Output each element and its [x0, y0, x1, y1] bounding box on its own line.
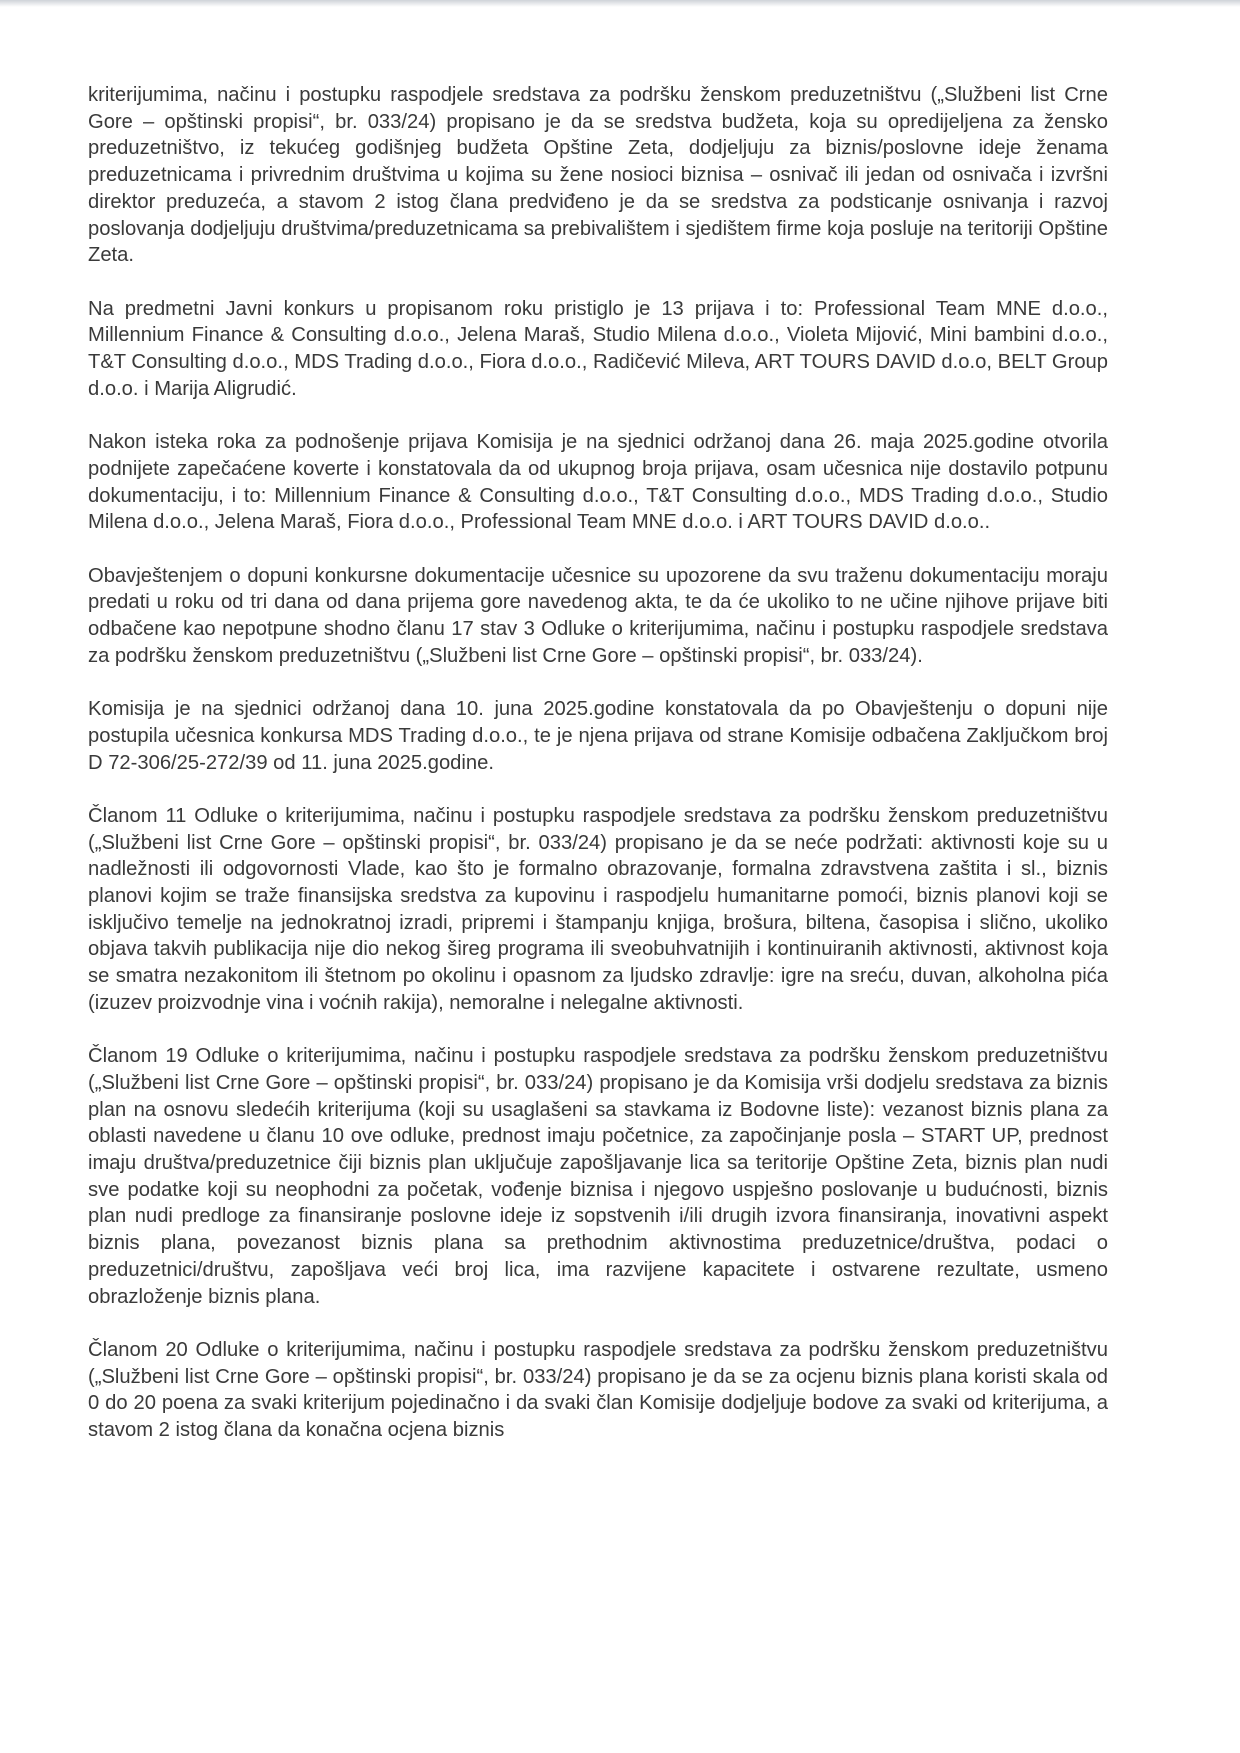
paragraph-odluka-intro: kriterijumima, načinu i postupku raspodjele sredstava za podršku ženskom preduzetništvu („Službeni list Crne Gore – opštinski propisi“, br. 033/24) propisano je da se sredstva budžeta, koja su opredijeljena za žensko preduzetništvo, iz tekućeg godišnjeg budžeta Opštine Zeta, dodjeljuju za biznis/poslovne ideje ženama preduzetnicama i privrednim društvima u kojima su žene nosioci biznisa – osnivač ili jedan od osnivača i izvršni direktor preduzeća, a stavom 2 istog člana predviđeno je da se sredstva za podsticanje osnivanja i razvoj poslovanja dodjeljuju društvima/preduzetnicama sa prebivalištem i sjedištem firme koja posluje na teritoriji Opštine Zeta. — [88, 84, 1108, 267]
paragraph-clan-11: Članom 11 Odluke o kriterijumima, načinu i postupku raspodjele sredstava za podršku ženskom preduzetništvu („Službeni list Crne Gore – opštinski propisi“, br. 033/24) propisano je da se neće podržati: aktivnosti koje su u nadležnosti ili odgovornosti Vlade, kao što je formalno obrazovanje, formalna zdravstvena zaštita i sl., biznis planovi kojim se traže finansijska sredstva za kupovinu i raspodjelu humanitarne pomoći, biznis planovi koji se isključivo temelje na jednokratnoj izradi, pripremi i štampanju knjiga, brošura, biltena, časopisa i slično, ukoliko objava takvih publikacija nije dio nekog šireg programa ili sveobuhvatnijih i kontinuiranih aktivnosti, aktivnost koja se smatra nezakonitom ili štetnom po okolinu i opasnom za ljudsko zdravlje: igre na sreću, duvan, alkoholna pića (izuzev proizvodnje vina i voćnih rakija), nemoralne i nelegalne aktivnosti. — [88, 804, 1108, 1014]
paragraph-obavjestenje-dopuna: Obavještenjem o dopuni konkursne dokumentacije učesnice su upozorene da svu traženu dokumentaciju moraju predati u roku od tri dana od dana prijema gore navedenog akta, te da će ukoliko to ne učine njihove prijave biti odbačene kao nepotpune shodno članu 17 stav 3 Odluke o kriterijumima, načinu i postupku raspodjele sredstava za podršku ženskom preduzetništvu („Službeni list Crne Gore – opštinski propisi“, br. 033/24). — [88, 564, 1108, 667]
scan-top-edge — [0, 0, 1240, 7]
paragraph-nepotpuna-dokumentacija: Nakon isteka roka za podnošenje prijava Komisija je na sjednici održanoj dana 26. maja 2025.godine otvorila podnijete zapečaćene koverte i konstatovala da od ukupnog broja prijava, osam učesnica nije dostavilo potpunu dokumentaciju, i to: Millennium Finance & Consulting d.o.o., T&T Consulting d.o.o., MDS Trading d.o.o., Studio Milena d.o.o., Jelena Maraš, Fiora d.o.o., Professional Team MNE d.o.o. i ART TOURS DAVID d.o.o.. — [88, 431, 1108, 534]
document-body — [88, 82, 1108, 1470]
paragraph-clan-20: Članom 20 Odluke o kriterijumima, načinu i postupku raspodjele sredstava za podršku ženskom preduzetništvu („Službeni list Crne Gore – opštinski propisi“, br. 033/24) propisano je da se za ocjenu biznis plana koristi skala od 0 do 20 poena za svaki kriterijum pojedinačno i da svaki član Komisije dodjeljuje bodove za svaki od kriterijuma, a stavom 2 istog člana da konačna ocjena biznis — [88, 1338, 1108, 1442]
paragraph-clan-19: Članom 19 Odluke o kriterijumima, načinu i postupku raspodjele sredstava za podršku ženskom preduzetništvu („Službeni list Crne Gore – opštinski propisi“, br. 033/24) propisano je da Komisija vrši dodjelu sredstava za biznis plan na osnovu sledećih kriterijuma (koji su usaglašeni sa stavkama iz Bodovne liste): vezanost biznis plana za oblasti navedene u članu 10 ove odluke, prednost imaju početnice, za započinjanje posla – START UP, prednost imaju društva/preduzetnice čiji biznis plan uključuje zapošljavanje lica sa teritorije Opštine Zeta, biznis plan nudi sve podatke koji su neophodni za početak, vođenje biznisa i njegovo uspješno poslovanje u budućnosti, biznis plan nudi predloge za finansiranje poslovne ideje iz sopstvenih i/ili drugih izvora finansiranja, inovativni aspekt biznis plana, povezanost biznis plana sa prethodnim aktivnostima preduzetnice/društva, podaci o preduzetnici/društvu, zapošljava veći broj lica, ima razvijene kapacitete i ostvarene rezultate, usmeno obrazloženje biznis plana. — [88, 1045, 1108, 1308]
paragraph-prijave: Na predmetni Javni konkurs u propisanom roku pristiglo je 13 prijava i to: Professional Team MNE d.o.o., Millennium Finance & Consulting d.o.o., Jelena Maraš, Studio Milena d.o.o., Violeta Mijović, Mini bambini d.o.o., T&T Consulting d.o.o., MDS Trading d.o.o., Fiora d.o.o., Radičević Mileva, ART TOURS DAVID d.o.o, BELT Group d.o.o. i Marija Aligrudić. — [88, 297, 1108, 400]
paragraph-odbacena-prijava: Komisija je na sjednici održanoj dana 10. juna 2025.godine konstatovala da po Obavještenju o dopuni nije postupila učesnica konkursa MDS Trading d.o.o., te je njena prijava od strane Komisije odbačena Zaključkom broj D 72-306/25-272/39 od 11. juna 2025.godine. — [88, 698, 1108, 774]
